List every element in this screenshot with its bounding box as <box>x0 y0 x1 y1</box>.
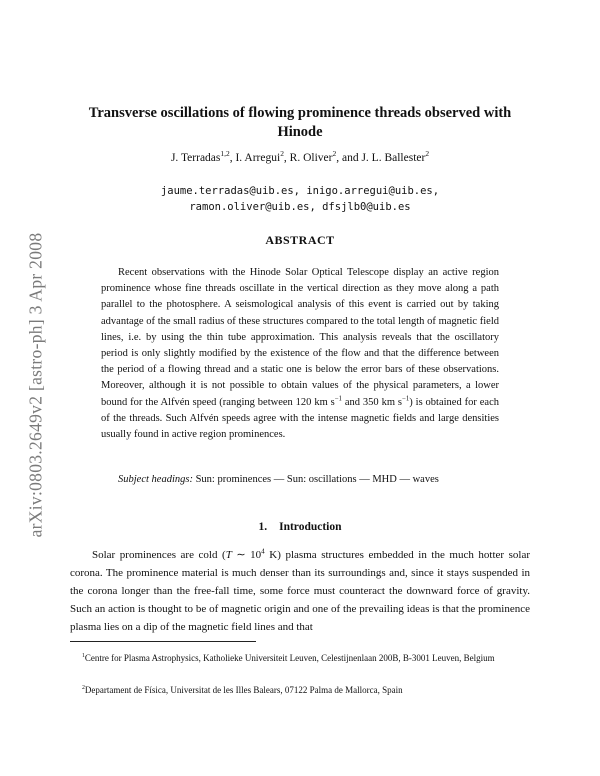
author-name: , I. Arregui <box>229 152 281 164</box>
abstract-text-part: ) is obtained for each of the threads. Such Alfvén speeds agree with the intense magnetic fields and large densities usually found in active region prominences. <box>101 396 499 441</box>
unit-exponent: −1 <box>402 395 410 403</box>
arxiv-stamp: arXiv:0803.2649v2 [astro-ph] 3 Apr 2008 <box>25 232 46 538</box>
abstract-text-part: and 350 km s <box>341 396 402 408</box>
author-name: , R. Oliver <box>283 152 333 164</box>
footnote-divider <box>70 641 256 642</box>
subject-headings-text: Sun: prominences — Sun: oscillations — MHD — waves <box>192 474 439 485</box>
footnote-mark: 1 <box>82 653 85 659</box>
math-expression: ∼ 10 <box>231 549 262 561</box>
footnote-text: Departament de Física, Universitat de les Illes Balears, 07122 Palma de Mallorca, Spain <box>84 685 403 695</box>
section-heading <box>70 521 530 533</box>
abstract-text-part: Recent observations with the Hinode Solar Optical Telescope display an active region prominence whose fine threads oscillate in the vertical direction as they move along a path parallel to the photosphere. A seismological analysis of this event is carried out by taking advantage of the small radius of these structures compared to the total length of magnetic field lines, i.e. by using the thin tube approximation. This analysis reveals that the oscillatory period is only slightly modified by the existence of the flow and that the difference between the period of a flowing thread and a static one is below the error bars of these observations. Moreover, although it is not possible to obtain values of the physical parameters, a lower bound for the Alfvén speed (ranging between 120 km s <box>101 267 499 408</box>
affiliation-mark: 1,2 <box>220 149 230 159</box>
math-exponent: 4 <box>261 547 265 556</box>
intro-text-part: K) plasma structures embedded in the much hotter solar corona. The prominence material is much denser than its surroundings and, since it stays suspended in the corona longer than the free-fall time, some force must counteract the downward force of gravity. Such an action is thought to be of magnetic origin and one of the prevailing ideas is that the prominence plasma lies on a dip of the magnetic field lines and that <box>70 549 530 633</box>
math-variable: T <box>225 549 232 561</box>
email-line: ramon.oliver@uib.es, dfsjlb0@uib.es <box>189 201 411 213</box>
introduction-body <box>70 546 530 636</box>
section-title: Introduction <box>279 521 342 533</box>
footnote-1 <box>70 652 530 665</box>
footnote-text: Centre for Plasma Astrophysics, Katholieke Universiteit Leuven, Celestijnenlaan 200B, B-3001 Leuven, Belgium <box>84 653 495 663</box>
author-emails <box>70 183 530 215</box>
abstract-body <box>101 265 499 443</box>
section-number: 1. <box>258 521 268 533</box>
unit-exponent: −1 <box>334 395 342 403</box>
author-name: J. Terradas <box>170 152 221 164</box>
footnote-2 <box>70 684 530 697</box>
footnote-mark: 2 <box>82 685 85 691</box>
abstract-heading: ABSTRACT <box>265 233 335 247</box>
affiliation-mark: 2 <box>280 149 284 159</box>
author-name: , and J. L. Ballester <box>336 152 426 164</box>
subject-headings <box>101 474 499 485</box>
paper-title: Transverse oscillations of flowing prominence threads observed with Hinode <box>88 105 512 140</box>
author-list <box>70 149 530 164</box>
email-line: jaume.terradas@uib.es, inigo.arregui@uib.es, <box>160 185 440 197</box>
subject-headings-label: Subject headings: <box>118 474 193 485</box>
affiliation-mark: 2 <box>425 149 430 159</box>
intro-text-part: Solar prominences are cold ( <box>92 549 226 561</box>
affiliation-mark: 2 <box>332 149 337 159</box>
